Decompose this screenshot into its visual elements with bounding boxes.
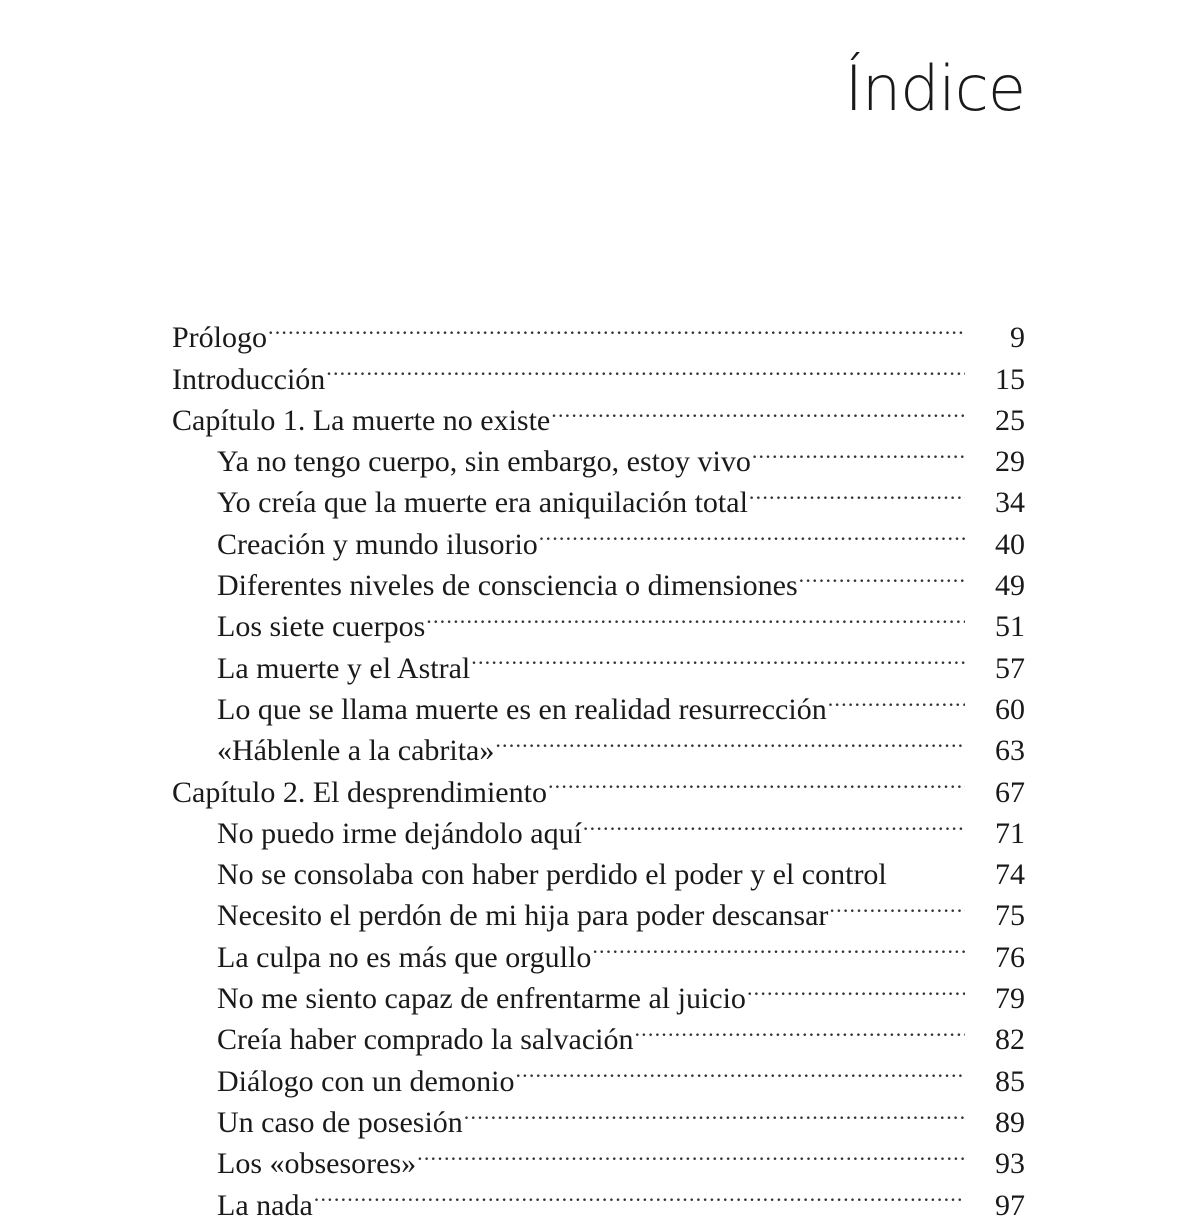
dot-leader <box>591 925 965 966</box>
dot-leader <box>550 389 965 430</box>
toc-entry-label: La muerte y el Astral <box>217 651 471 685</box>
dot-leader <box>547 760 965 801</box>
toc-entry-page: 71 <box>995 816 1025 850</box>
toc-entry-label: Lo que se llama muerte es en realidad resurrección <box>217 692 827 726</box>
toc-entry <box>172 306 1025 355</box>
toc-entry-label: Yo creía que la muerte era aniquilación total <box>217 486 748 520</box>
toc-entry-page: 63 <box>995 734 1025 768</box>
toc-entry-page: 97 <box>995 1188 1025 1222</box>
dot-leader <box>798 554 965 595</box>
toc-entry <box>172 347 1025 396</box>
toc-entry-label: Diálogo con un demonio <box>217 1064 515 1098</box>
toc-entry-label: Diferentes niveles de consciencia o dimensiones <box>217 569 798 603</box>
toc-entry-label: «Háblenle a la cabrita» <box>217 734 495 768</box>
dot-leader <box>425 595 965 636</box>
toc-entry-label: Capítulo 2. El desprendimiento <box>172 775 547 809</box>
dot-leader <box>633 1008 965 1049</box>
toc-entry-page: 76 <box>995 940 1025 974</box>
toc-entry-page: 9 <box>1010 321 1025 355</box>
table-of-contents <box>172 306 1025 1222</box>
toc-entry-page: 67 <box>995 775 1025 809</box>
toc-entry-label: Un caso de posesión <box>217 1105 463 1139</box>
dot-leader <box>828 884 965 925</box>
toc-entry-page: 51 <box>995 610 1025 644</box>
dot-leader <box>582 802 965 843</box>
toc-entry-label: No me siento capaz de enfrentarme al juicio <box>217 982 746 1016</box>
toc-entry-page: 89 <box>995 1105 1025 1139</box>
dot-leader <box>494 719 965 760</box>
dot-leader <box>313 1173 965 1214</box>
toc-entry-label: Introducción <box>172 362 326 396</box>
toc-entry-label: Capítulo 1. La muerte no existe <box>172 403 551 437</box>
page-title: Índice <box>844 52 1025 125</box>
toc-entry-label: Necesito el perdón de mi hija para poder descansar <box>217 899 829 933</box>
toc-entry-page: 74 <box>995 858 1025 892</box>
dot-leader <box>416 1132 965 1173</box>
toc-entry-page: 49 <box>995 569 1025 603</box>
toc-entry-page: 34 <box>995 486 1025 520</box>
dot-leader <box>325 347 965 388</box>
dot-leader <box>267 306 965 347</box>
toc-entry-page: 57 <box>995 651 1025 685</box>
dot-leader <box>827 678 965 719</box>
toc-entry-page: 15 <box>995 362 1025 396</box>
dot-leader <box>463 1091 965 1132</box>
toc-entry-label: No se consolaba con haber perdido el poder y el control <box>217 858 887 892</box>
dot-leader <box>470 636 965 677</box>
dot-leader <box>538 512 965 553</box>
toc-entry-label: Los siete cuerpos <box>217 610 426 644</box>
toc-entry-label: La culpa no es más que orgullo <box>217 940 592 974</box>
toc-entry-page: 40 <box>995 527 1025 561</box>
dot-leader <box>746 967 965 1008</box>
dot-leader <box>751 430 965 471</box>
toc-entry-page: 85 <box>995 1064 1025 1098</box>
toc-entry-label: Creía haber comprado la salvación <box>217 1023 634 1057</box>
toc-entry-label: Creación y mundo ilusorio <box>217 527 538 561</box>
toc-entry-page: 60 <box>995 692 1025 726</box>
toc-entry-label: La nada <box>217 1188 313 1222</box>
toc-entry-page: 93 <box>995 1147 1025 1181</box>
toc-entry-label: Prólogo <box>172 321 268 355</box>
toc-entry-label: Ya no tengo cuerpo, sin embargo, estoy vivo <box>217 445 751 479</box>
toc-entry-label: Los «obsesores» <box>217 1147 417 1181</box>
toc-entry-page: 75 <box>995 899 1025 933</box>
dot-leader <box>887 843 965 884</box>
toc-entry-page: 25 <box>995 403 1025 437</box>
dot-leader <box>748 471 965 512</box>
toc-entry-page: 29 <box>995 445 1025 479</box>
toc-entry-label: No puedo irme dejándolo aquí <box>217 816 582 850</box>
dot-leader <box>514 1049 965 1090</box>
toc-entry-page: 79 <box>995 982 1025 1016</box>
toc-entry-page: 82 <box>995 1023 1025 1057</box>
